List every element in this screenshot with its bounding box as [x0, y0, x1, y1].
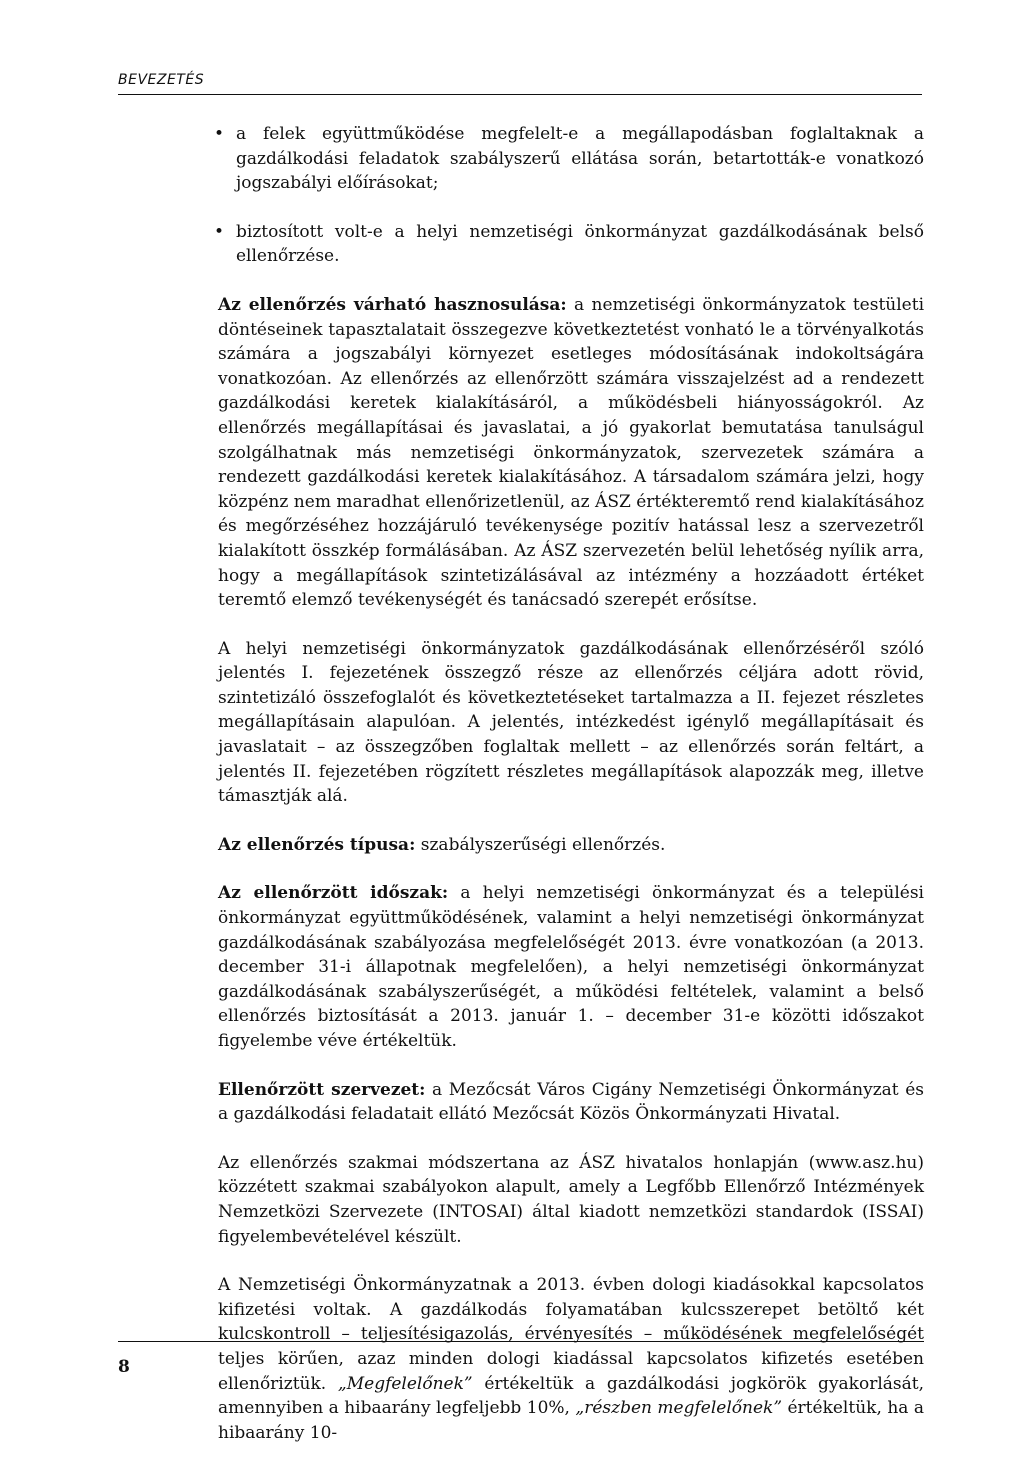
paragraph-audit-type [218, 833, 924, 858]
footer-rule [118, 1341, 924, 1342]
header-rule [118, 94, 922, 95]
page-number: 8 [118, 1357, 130, 1377]
bullet-item: • biztosított volt-e a helyi nemzetiségi önkormányzat gazdálkodásának belső ellenőrzése. [236, 220, 924, 269]
italic-term: „Megfelelőnek” [337, 1373, 473, 1394]
paragraph-methodology [218, 1151, 924, 1249]
paragraph-text: értékeltük, ha a hibaarány 10- [218, 1398, 925, 1443]
paragraph-label: Az ellenőrzött időszak: [218, 883, 449, 904]
paragraph-label: Az ellenőrzés típusa: [218, 834, 416, 855]
paragraph-text: A helyi nemzetiségi önkormányzatok gazdálkodásának ellenőrzéséről szóló jelentés I. fejezetének összegző része az ellenőrzés céljára adott rövid, szintetizáló összefoglalót és következtetéseket tartalmazza a II. fejezet részletes megállapításain alapulóan. A jelentés, intézkedést igénylő megállapításait és javaslatait – az összegzőben foglaltak mellett – az ellenőrzés során feltárt, a jelentés II. fejezetében rögzített részletes megállapítások alapozzák meg, illetve támasztják alá. [218, 638, 924, 807]
paragraph-audit-period [218, 881, 924, 1053]
paragraph-audited-organization [218, 1078, 924, 1127]
paragraph-text: a Mezőcsát Város Cigány Nemzetiségi Önkormányzat és a gazdálkodási feladatait ellátó Mezőcsát Közös Önkormányzati Hivatal. [218, 1079, 925, 1125]
bullet-list [218, 122, 924, 269]
section-header: BEVEZETÉS [118, 72, 205, 88]
paragraph-text: a nemzetiségi önkormányzatok testületi döntéseinek tapasztalatait összegezve következtetést vonható le a törvényalkotás számára a jogszabályi környezet esetleges módosításának indokoltságára vonatkozóan. Az ellenőrzés az ellenőrzött számára visszajelzést ad a rendezett gazdálkodási keretek kialakításáról, a működésbeli hiányosságokról. Az ellenőrzés megállapításai és javaslatai, a jó gyakorlat bemutatása tanulságul szolgálhatnak más nemzetiségi önkormányzatok, szervezetek számára a rendezett gazdálkodási keretek kialakításához. A társadalom számára jelzi, hogy közpénz nem maradhat ellenőrizetlenül, az ÁSZ értékteremtő rend kialakításához és megőrzéséhez hozzájáruló tevékenysége pozitív hatással lesz a szervezetről kialakított összkép formálásában. Az ÁSZ szervezetén belül lehetőség nyílik arra, hogy a megállapítások szintetizálásával az intézmény a hozzáadott értéket teremtő elemző tevékenységét és tanácsadó szerepét erősítse. [218, 294, 925, 611]
paragraph-report-structure [218, 637, 924, 809]
italic-term: „részben megfelelőnek” [575, 1398, 783, 1419]
paragraph-expected-use [218, 293, 924, 613]
paragraph-text: Az ellenőrzés szakmai módszertana az ÁSZ hivatalos honlapján (www.asz.hu) közzétett szakmai szabályokon alapult, amely a Legfőbb Ellenőrző Intézmények Nemzetközi Szervezete (INTOSAI) által kiadott nemzetközi standardok (ISSAI) figyelembevételével készült. [218, 1152, 924, 1247]
paragraph-label: Ellenőrzött szervezet: [218, 1079, 426, 1100]
paragraph-evaluation [218, 1273, 924, 1445]
paragraph-text: szabályszerűségi ellenőrzés. [415, 834, 666, 855]
paragraph-label: Az ellenőrzés várható hasznosulása: [218, 294, 567, 315]
body-text [218, 122, 924, 1469]
paragraph-text: a helyi nemzetiségi önkormányzat és a települési önkormányzat együttműködésének, valamint a helyi nemzetiségi önkormányzat gazdálkodásának szabályozása megfelelőségét 2013. évre vonatkozóan (a 2013. december 31-i állapotnak megfelelően), a helyi nemzetiségi önkormányzat gazdálkodásának szabályszerűségét, a működési feltételek, valamint a belső ellenőrzés biztosítását a 2013. január 1. – december 31-e közötti időszakot figyelembe véve értékeltük. [218, 883, 924, 1051]
bullet-item: • a felek együttműködése megfelelt-e a megállapodásban foglaltaknak a gazdálkodási feladatok szabályszerű ellátása során, betartották-e vonatkozó jogszabályi előírásokat; [236, 122, 924, 196]
paragraph-text: értékeltük a gazdálkodási jogkörök gyakorlását, amennyiben a hibaarány legfeljebb 10%, [218, 1373, 925, 1419]
paragraph-text: A Nemzetiségi Önkormányzatnak a 2013. évben dologi kiadásokkal kapcsolatos kifizetési voltak. A gazdálkodás folyamatában kulcsszerepet betöltő két kulcskontroll – teljesítésigazolás, érvényesítés – működésének megfelelőségét teljes körűen, azaz minden dologi kiadással kapcsolatos kifizetés esetében ellenőriztük. [218, 1275, 924, 1394]
